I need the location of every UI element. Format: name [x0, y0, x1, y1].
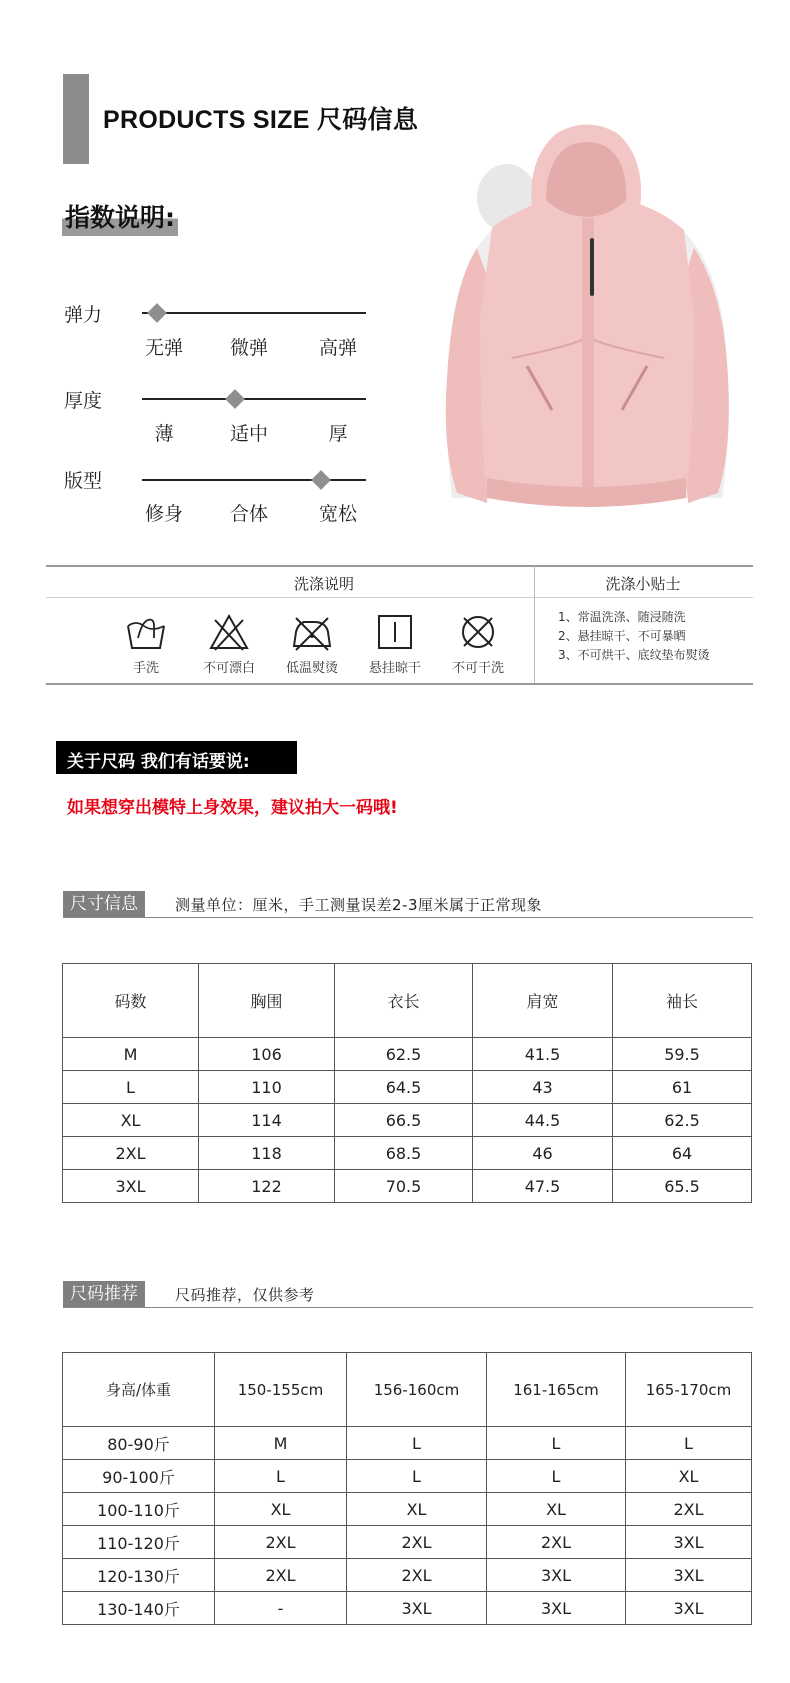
table-cell: XL	[63, 1104, 199, 1137]
hang-dry-icon	[373, 612, 417, 652]
size-rec-table	[62, 1352, 752, 1625]
table-cell: 2XL	[215, 1526, 347, 1559]
scale-line-elasticity	[142, 312, 366, 314]
table-row	[63, 1559, 752, 1592]
table-cell: XL	[347, 1493, 487, 1526]
table-cell: 3XL	[347, 1592, 487, 1625]
wash-bottom-border	[46, 683, 753, 685]
table-cell: 3XL	[487, 1592, 626, 1625]
table-cell: 110	[199, 1071, 335, 1104]
no-bleach-icon	[207, 612, 251, 652]
table-cell: XL	[626, 1460, 752, 1493]
notice-title: 关于尺码 我们有话要说:	[67, 752, 250, 772]
table-cell: 65.5	[613, 1170, 752, 1203]
table-cell: 2XL	[63, 1137, 199, 1170]
table-cell: 114	[199, 1104, 335, 1137]
table-cell: 100-110斤	[63, 1493, 215, 1526]
table-cell: 62.5	[613, 1104, 752, 1137]
table-cell: 3XL	[626, 1592, 752, 1625]
size-info-divider	[63, 917, 753, 918]
table-cell: 3XL	[626, 1526, 752, 1559]
jacket-product-image	[432, 118, 742, 528]
size-info-label: 尺寸信息	[63, 891, 145, 917]
scale-option: 高弹	[318, 337, 358, 359]
notice-message: 如果想穿出模特上身效果，建议拍大一码哦!	[67, 798, 398, 818]
scale-option: 微弹	[229, 337, 269, 359]
index-title: 指数说明:	[62, 200, 178, 236]
scale-marker-thickness	[225, 389, 245, 409]
table-cell: 59.5	[613, 1038, 752, 1071]
scale-marker-fit	[311, 470, 331, 490]
table-cell: 3XL	[63, 1170, 199, 1203]
table-header-row	[63, 964, 752, 1038]
hand-wash-icon	[124, 612, 168, 652]
table-cell: 47.5	[473, 1170, 613, 1203]
table-row	[63, 1071, 752, 1104]
wash-label-hang-dry: 悬挂晾干	[368, 661, 422, 676]
table-cell: 66.5	[335, 1104, 473, 1137]
table-row	[63, 1038, 752, 1071]
table-cell: 118	[199, 1137, 335, 1170]
low-iron-icon	[290, 612, 334, 652]
table-cell: 2XL	[487, 1526, 626, 1559]
table-row	[63, 1427, 752, 1460]
table-header-cell: 161-165cm	[487, 1353, 626, 1427]
wash-label-no-dry-clean: 不可干洗	[451, 661, 505, 676]
size-rec-label: 尺码推荐	[63, 1281, 145, 1307]
table-cell: 90-100斤	[63, 1460, 215, 1493]
scale-option: 适中	[229, 423, 269, 445]
scale-label-thickness: 厚度	[64, 390, 103, 412]
scale-marker-elasticity	[147, 303, 167, 323]
table-header-cell: 袖长	[613, 964, 752, 1038]
wash-label-no-bleach: 不可漂白	[202, 661, 256, 676]
wash-tip: 2、悬挂晾干、不可暴晒	[558, 629, 686, 643]
scale-line-fit	[142, 479, 366, 481]
table-cell: 68.5	[335, 1137, 473, 1170]
wash-tip: 3、不可烘干、底纹垫布熨烫	[558, 648, 710, 662]
scale-option: 无弹	[144, 337, 184, 359]
scale-option: 合体	[229, 503, 269, 525]
table-cell: 122	[199, 1170, 335, 1203]
size-info-table	[62, 963, 752, 1203]
wash-top-border	[46, 565, 753, 567]
table-cell: L	[347, 1460, 487, 1493]
size-rec-divider	[63, 1307, 753, 1308]
table-cell: 43	[473, 1071, 613, 1104]
table-cell: 64	[613, 1137, 752, 1170]
table-cell: 64.5	[335, 1071, 473, 1104]
wash-header-divider	[46, 597, 753, 598]
page-title: PRODUCTS SIZE 尺码信息	[103, 106, 419, 134]
table-cell: XL	[215, 1493, 347, 1526]
wash-tips-heading: 洗涤小贴士	[605, 575, 681, 593]
table-cell: 120-130斤	[63, 1559, 215, 1592]
size-info-desc: 测量单位：厘米，手工测量误差2-3厘米属于正常现象	[175, 896, 543, 914]
size-rec-desc: 尺码推荐，仅供参考	[175, 1286, 315, 1304]
table-cell: 2XL	[347, 1559, 487, 1592]
table-cell: 80-90斤	[63, 1427, 215, 1460]
table-cell: 3XL	[487, 1559, 626, 1592]
table-cell: 2XL	[347, 1526, 487, 1559]
table-cell: 2XL	[626, 1493, 752, 1526]
scale-option: 薄	[154, 423, 174, 445]
table-header-cell: 肩宽	[473, 964, 613, 1038]
table-row	[63, 1526, 752, 1559]
table-header-cell: 156-160cm	[347, 1353, 487, 1427]
table-cell: 44.5	[473, 1104, 613, 1137]
table-header-cell: 码数	[63, 964, 199, 1038]
table-header-cell: 165-170cm	[626, 1353, 752, 1427]
no-dry-clean-icon	[456, 612, 500, 652]
table-row	[63, 1592, 752, 1625]
table-cell: 2XL	[215, 1559, 347, 1592]
table-row	[63, 1137, 752, 1170]
table-cell: M	[63, 1038, 199, 1071]
table-cell: 130-140斤	[63, 1592, 215, 1625]
table-cell: 41.5	[473, 1038, 613, 1071]
wash-tip: 1、常温洗涤、随浸随洗	[558, 610, 686, 624]
table-cell: 62.5	[335, 1038, 473, 1071]
wash-label-hand-wash: 手洗	[132, 661, 160, 676]
wash-column-divider	[534, 566, 535, 683]
table-cell: 46	[473, 1137, 613, 1170]
table-cell: 110-120斤	[63, 1526, 215, 1559]
scale-line-thickness	[142, 398, 366, 400]
table-header-cell: 身高/体重	[63, 1353, 215, 1427]
table-cell: L	[347, 1427, 487, 1460]
scale-label-elasticity: 弹力	[64, 304, 103, 326]
table-cell: L	[626, 1427, 752, 1460]
table-row	[63, 1170, 752, 1203]
table-cell: 70.5	[335, 1170, 473, 1203]
table-row	[63, 1104, 752, 1137]
scale-option: 修身	[144, 503, 184, 525]
table-cell: L	[215, 1460, 347, 1493]
table-row	[63, 1493, 752, 1526]
table-cell: XL	[487, 1493, 626, 1526]
header-accent-bar	[63, 74, 89, 164]
wash-heading: 洗涤说明	[293, 575, 355, 593]
table-header-cell: 胸围	[199, 964, 335, 1038]
table-cell: L	[487, 1427, 626, 1460]
scale-label-fit: 版型	[64, 470, 103, 492]
table-cell: 3XL	[626, 1559, 752, 1592]
scale-option: 厚	[328, 423, 348, 445]
table-cell: 61	[613, 1071, 752, 1104]
wash-label-low-iron: 低温熨烫	[285, 661, 339, 676]
table-cell: -	[215, 1592, 347, 1625]
table-cell: L	[63, 1071, 199, 1104]
table-cell: M	[215, 1427, 347, 1460]
table-cell: 106	[199, 1038, 335, 1071]
table-cell: L	[487, 1460, 626, 1493]
scale-option: 宽松	[318, 503, 358, 525]
table-header-row	[63, 1353, 752, 1427]
table-row	[63, 1460, 752, 1493]
table-header-cell: 衣长	[335, 964, 473, 1038]
table-header-cell: 150-155cm	[215, 1353, 347, 1427]
